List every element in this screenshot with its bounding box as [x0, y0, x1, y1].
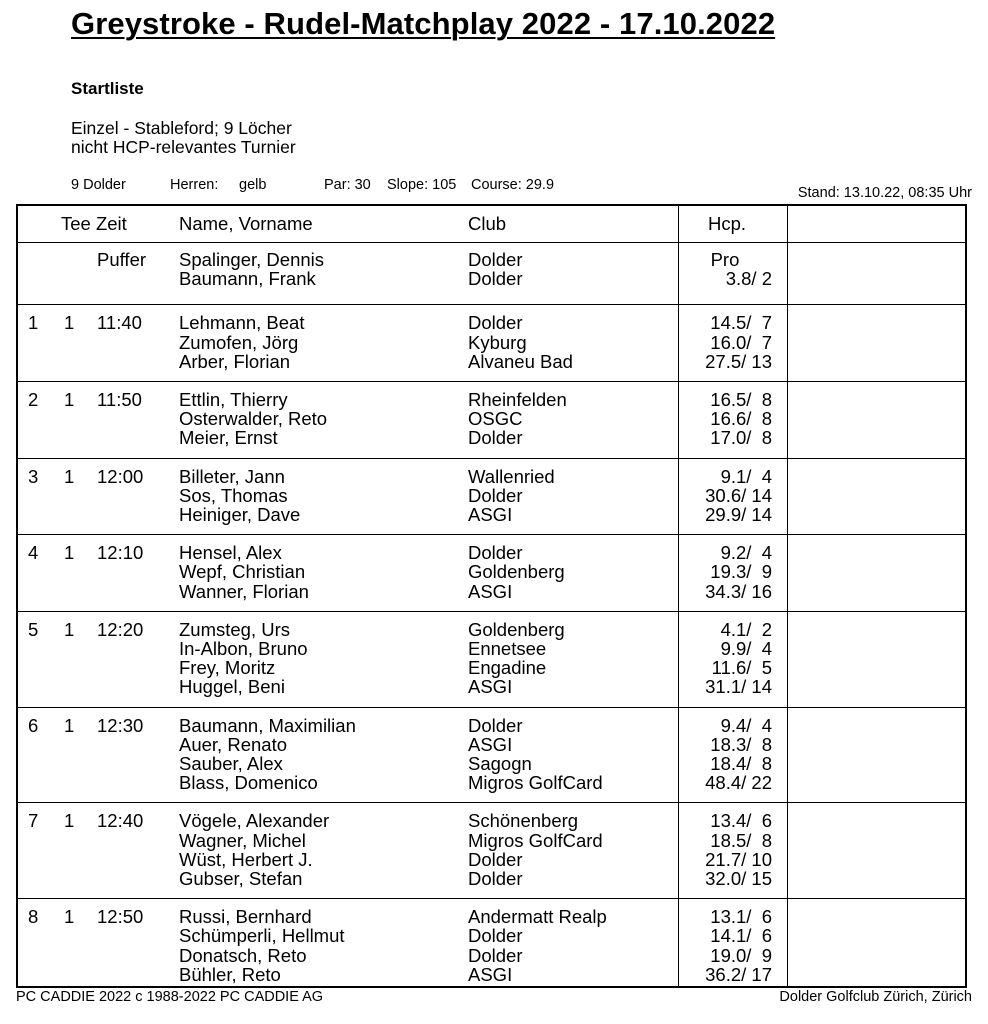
player-name: Wanner, Florian	[179, 580, 309, 602]
header-divider	[18, 242, 965, 243]
group-number: 5	[28, 618, 39, 640]
player-name: Zumsteg, Urs	[179, 618, 291, 640]
player-name: Blass, Domenico	[179, 772, 318, 794]
player-name: Sos, Thomas	[179, 484, 288, 506]
group-tee: 1	[64, 389, 75, 410]
group-tee: 1	[64, 542, 75, 564]
group-number: 8	[28, 906, 39, 928]
player-club: ASGI	[468, 733, 513, 755]
player-hcp: 16.5/ 8	[710, 389, 772, 410]
player-hcp: 16.6/ 8	[710, 408, 772, 430]
player-hcp: 30.6/ 14	[705, 484, 772, 506]
tee-time: 12:10	[97, 542, 144, 564]
header-name: Name, Vorname	[179, 213, 313, 234]
player-club: Dolder	[468, 542, 523, 564]
info-herren-label: Herren:	[170, 177, 219, 193]
player-name: Wagner, Michel	[179, 829, 306, 851]
player-name: Russi, Bernhard	[179, 906, 312, 928]
group-number: 4	[28, 542, 39, 564]
player-hcp: 11.6/ 5	[711, 657, 772, 679]
player-hcp: 13.1/ 6	[710, 906, 772, 928]
player-hcp: 13.4/ 6	[710, 810, 772, 832]
player-club: Wallenried	[468, 465, 555, 487]
puffer-label: Puffer	[97, 249, 147, 270]
tee-time: 12:20	[97, 618, 144, 640]
player-hcp: 36.2/ 17	[705, 963, 772, 985]
player-name: Heiniger, Dave	[179, 504, 301, 525]
player-hcp: 14.5/ 7	[710, 312, 772, 334]
player-name: Sauber, Alex	[179, 753, 283, 774]
player-club: Dolder	[468, 484, 523, 506]
player-hcp: 29.9/ 14	[705, 504, 772, 525]
player-name: Hensel, Alex	[179, 542, 282, 564]
page-title: Greystroke - Rudel-Matchplay 2022 - 17.10.2022	[71, 6, 776, 41]
player-club: Dolder	[468, 312, 523, 334]
column-divider-hcp	[678, 206, 679, 986]
player-hcp: 14.1/ 6	[710, 925, 772, 947]
player-name: Billeter, Jann	[179, 465, 285, 487]
player-name: Baumann, Frank	[179, 268, 316, 290]
player-hcp: 9.2/ 4	[720, 542, 772, 564]
player-hcp: 21.7/ 10	[705, 848, 772, 870]
group-tee: 1	[64, 465, 75, 487]
player-hcp: 31.1/ 14	[705, 676, 772, 698]
player-hcp: 18.4/ 8	[710, 753, 772, 774]
player-name: Meier, Ernst	[179, 427, 278, 449]
player-club: ASGI	[468, 580, 513, 602]
tournament-description	[71, 119, 296, 157]
group-number: 2	[28, 389, 39, 410]
player-club: Schönenberg	[468, 810, 579, 832]
player-name: Zumofen, Jörg	[179, 331, 299, 353]
group-tee: 1	[64, 714, 75, 736]
footer-left: PC CADDIE 2022 c 1988-2022 PC CADDIE AG	[16, 989, 324, 1005]
description-line-1: Einzel - Stableford; 9 Löcher	[71, 118, 292, 138]
player-club: Rheinfelden	[468, 389, 567, 410]
player-hcp: 34.3/ 16	[705, 580, 772, 602]
player-hcp: 9.4/ 4	[720, 714, 772, 736]
group-number: 6	[28, 714, 39, 736]
player-club: Sagogn	[468, 753, 532, 774]
info-par: Par: 30	[324, 177, 371, 193]
document-subtitle: Startliste	[71, 79, 144, 98]
header-hcp: Hcp.	[708, 213, 747, 234]
player-name: Lehmann, Beat	[179, 312, 305, 334]
column-divider-extra	[787, 206, 788, 986]
player-hcp: 17.0/ 8	[710, 427, 772, 449]
player-club: ASGI	[468, 963, 513, 985]
player-name: In-Albon, Bruno	[179, 638, 308, 659]
player-club: Dolder	[468, 848, 523, 870]
player-hcp: 19.0/ 9	[710, 944, 772, 966]
player-club: Engadine	[468, 657, 547, 679]
player-name: Huggel, Beni	[179, 676, 285, 698]
stand-timestamp: Stand: 13.10.22, 08:35 Uhr	[797, 185, 972, 201]
player-club: Dolder	[468, 249, 523, 270]
group-divider	[18, 304, 965, 305]
player-club: Dolder	[468, 268, 523, 290]
player-club: Ennetsee	[468, 638, 547, 659]
header-club: Club	[468, 213, 507, 234]
group-tee: 1	[64, 810, 75, 832]
player-hcp: 27.5/ 13	[705, 350, 772, 372]
group-divider	[18, 458, 965, 459]
player-hcp: 9.1/ 4	[720, 465, 772, 487]
player-hcp: 4.1/ 2	[720, 618, 772, 640]
player-hcp: 32.0/ 15	[705, 868, 772, 889]
group-divider	[18, 898, 965, 899]
player-club: Andermatt Realp	[468, 906, 607, 928]
tee-time: 12:30	[97, 714, 144, 736]
player-hcp: 18.3/ 8	[710, 733, 772, 755]
player-hcp: 16.0/ 7	[710, 331, 772, 353]
info-course-rating: Course: 29.9	[471, 177, 555, 193]
description-line-2: nicht HCP-relevantes Turnier	[71, 137, 296, 157]
player-name: Donatsch, Reto	[179, 944, 307, 966]
header-tee-zeit: Tee Zeit	[61, 213, 127, 234]
player-name: Wüst, Herbert J.	[179, 848, 313, 870]
start-list-table	[16, 204, 967, 988]
group-tee: 1	[64, 312, 75, 334]
tee-time: 12:50	[97, 906, 144, 928]
player-club: ASGI	[468, 504, 513, 525]
player-hcp: 9.9/ 4	[720, 638, 772, 659]
player-club: Dolder	[468, 427, 523, 449]
player-club: Goldenberg	[468, 561, 565, 583]
player-name: Arber, Florian	[179, 350, 291, 372]
info-course: 9 Dolder	[71, 177, 126, 193]
player-name: Wepf, Christian	[179, 561, 306, 583]
player-club: Dolder	[468, 868, 523, 889]
player-club: Migros GolfCard	[468, 772, 603, 794]
player-hcp: 3.8/ 2	[725, 268, 772, 290]
group-number: 3	[28, 465, 39, 487]
player-club: Alvaneu Bad	[468, 350, 573, 372]
group-divider	[18, 534, 965, 535]
player-club: Dolder	[468, 944, 523, 966]
player-club: Dolder	[468, 714, 523, 736]
footer-right: Dolder Golfclub Zürich, Zürich	[779, 989, 972, 1005]
tee-time: 11:50	[97, 389, 142, 410]
group-divider	[18, 707, 965, 708]
group-number: 1	[28, 312, 39, 334]
player-club: Migros GolfCard	[468, 829, 603, 851]
tee-time: 12:40	[97, 810, 144, 832]
player-name: Osterwalder, Reto	[179, 408, 328, 430]
group-tee: 1	[64, 906, 75, 928]
group-number: 7	[28, 810, 39, 832]
player-name: Ettlin, Thierry	[179, 389, 288, 410]
player-hcp: 19.3/ 9	[710, 561, 772, 583]
player-name: Baumann, Maximilian	[179, 714, 356, 736]
player-club: Kyburg	[468, 331, 527, 353]
player-name: Bühler, Reto	[179, 963, 281, 985]
player-club: ASGI	[468, 676, 513, 698]
player-name: Auer, Renato	[179, 733, 287, 755]
player-name: Schümperli, Hellmut	[179, 925, 345, 947]
player-name: Frey, Moritz	[179, 657, 276, 679]
player-club: Dolder	[468, 925, 523, 947]
tee-time: 12:00	[97, 465, 144, 487]
player-name: Vögele, Alexander	[179, 810, 330, 832]
player-club: OSGC	[468, 408, 523, 430]
group-divider	[18, 611, 965, 612]
player-name: Gubser, Stefan	[179, 868, 303, 889]
group-divider	[18, 381, 965, 382]
tee-time: 11:40	[97, 312, 142, 334]
info-herren-value: gelb	[239, 177, 267, 193]
group-divider	[18, 802, 965, 803]
player-name: Spalinger, Dennis	[179, 249, 325, 270]
player-hcp: 48.4/ 22	[705, 772, 772, 794]
info-slope: Slope: 105	[387, 177, 457, 193]
player-hcp: 18.5/ 8	[710, 829, 772, 851]
group-tee: 1	[64, 618, 75, 640]
player-hcp: Pro	[710, 249, 740, 270]
player-club: Goldenberg	[468, 618, 565, 640]
